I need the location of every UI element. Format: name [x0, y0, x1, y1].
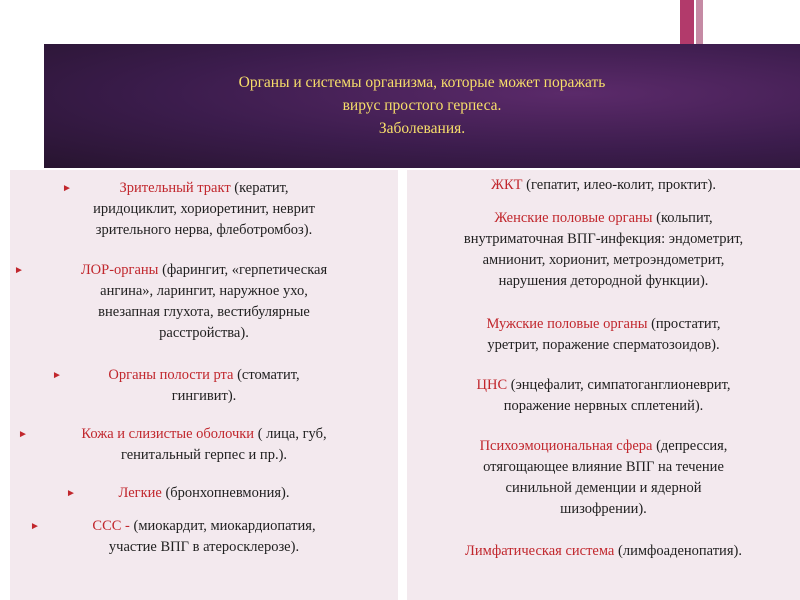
item-term: Органы полости рта	[108, 367, 234, 383]
title-line-3: Заболевания.	[378, 120, 466, 137]
list-item: Легкие (бронхопневмония).	[118, 485, 290, 501]
list-item: ЛОР-органы (фарингит, «герпетическая ангина», ларингит, наружное ухо, внезапная глухота, вестибулярные расстройства).	[80, 262, 328, 341]
item-term: ЦНС	[476, 377, 508, 393]
title-banner	[44, 44, 800, 168]
list-item: Психоэмоциональная сфера (депрессия, отягощающее влияние ВПГ на течение синильной деменции и ядерной шизофрении).	[479, 438, 728, 517]
bullet-icon: ►	[30, 521, 40, 532]
slide-title	[44, 71, 800, 140]
list-item: Мужские половые органы (простатит, уретрит, поражение сперматозоидов).	[486, 316, 721, 353]
bullet-icon: ►	[18, 429, 28, 440]
bullet-icon: ►	[14, 265, 24, 276]
list-item: Женские половые органы (кольпит, внутриматочная ВПГ-инфекция: эндометрит, амнионит, хорионит, метроэндометрит, нарушения детородной функции).	[463, 210, 744, 289]
item-term: Кожа и слизистые оболочки	[81, 426, 255, 442]
item-term: ЛОР-органы	[80, 262, 159, 278]
item-term: Легкие	[118, 485, 162, 501]
item-term: Зрительный тракт	[119, 180, 231, 196]
title-line-1: Органы и системы организма, которые может поражать	[238, 74, 606, 91]
list-item: ЦНС (энцефалит, симпатоганглионеврит, поражение нервных сплетений).	[476, 377, 731, 414]
column-divider	[398, 170, 407, 600]
list-item: Лимфатическая система (лимфоаденопатия).	[465, 543, 742, 559]
title-line-2: вирус простого герпеса.	[342, 97, 502, 114]
item-term: Мужские половые органы	[486, 316, 648, 332]
list-item: Органы полости рта (стоматит, гингивит).	[108, 367, 300, 404]
list-item: Зрительный тракт (кератит, иридоциклит, хориоретинит, неврит зрительного нерва, флеботромбоз).	[93, 180, 315, 238]
bullet-icon: ►	[52, 370, 62, 381]
bullet-icon: ►	[62, 183, 72, 194]
item-term: Женские половые органы	[494, 210, 653, 226]
item-term: Лимфатическая система	[465, 543, 615, 559]
item-term: ЖКТ	[491, 177, 523, 193]
bullet-icon: ►	[66, 488, 76, 499]
list-item: ЖКТ (гепатит, илео-колит, проктит).	[491, 177, 716, 193]
item-term: ССС -	[92, 518, 130, 534]
list-item: Кожа и слизистые оболочки ( лица, губ, генитальный герпес и пр.).	[81, 426, 327, 463]
list-item: ССС - (миокардит, миокардиопатия, участие ВПГ в атеросклерозе).	[92, 518, 316, 555]
item-term: Психоэмоциональная сфера	[479, 438, 653, 454]
